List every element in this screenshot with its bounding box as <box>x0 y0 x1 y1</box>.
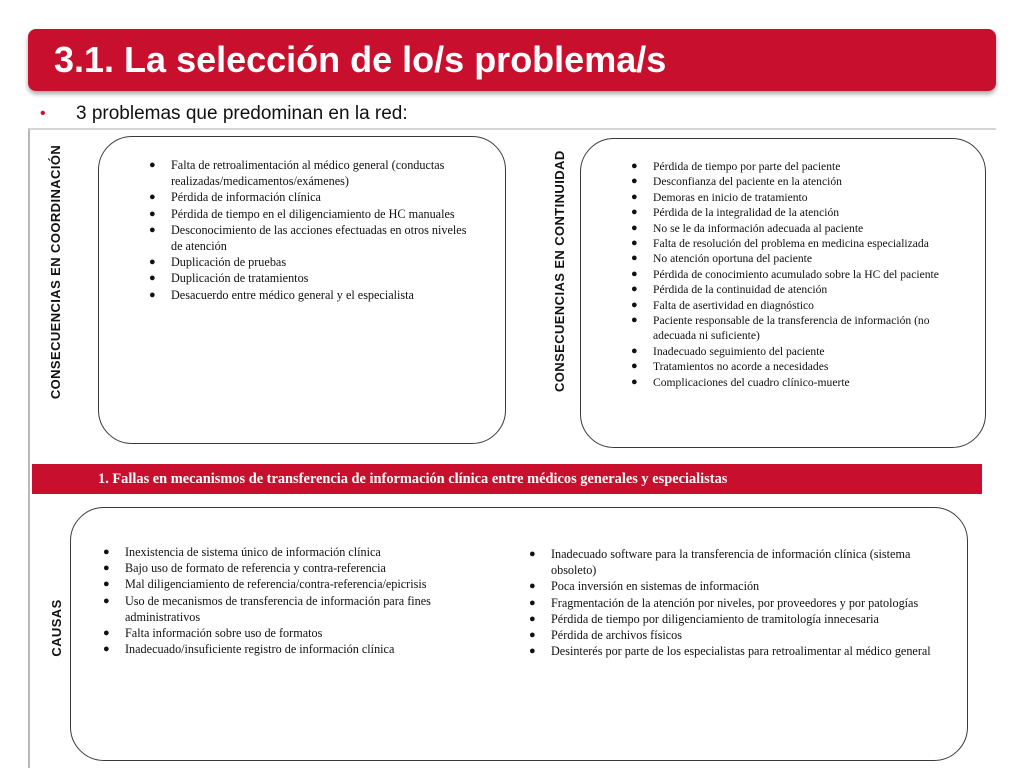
list-item-text: Paciente responsable de la transferencia de información (no adecuada ni suficiente) <box>653 314 930 343</box>
list-item-causa <box>99 576 499 592</box>
label-continuidad: CONSECUENCIAS EN CONTINUIDAD <box>552 150 567 392</box>
list-item-text: Desconocimiento de las acciones efectuadas en otros niveles de atención <box>171 222 467 254</box>
list-item-continuidad <box>627 205 967 220</box>
list-item-continuidad <box>627 344 967 359</box>
list-item-text: Falta de asertividad en diagnóstico <box>653 298 814 312</box>
list-item-text: Demoras en inicio de tratamiento <box>653 190 808 204</box>
list-item-coordinacion <box>145 270 475 286</box>
problem-statement: 1. Fallas en mecanismos de transferencia de información clínica entre médicos generales y especialistas <box>98 471 728 487</box>
bullet-icon: ● <box>529 612 536 625</box>
problem-tree-figure <box>28 128 996 768</box>
list-item-coordinacion <box>145 189 475 205</box>
bullet-icon: ● <box>631 314 638 327</box>
bullet-icon: ● <box>149 191 156 204</box>
problem-band <box>32 464 982 494</box>
list-item-causa <box>525 595 945 611</box>
list-item-text: Falta de retroalimentación al médico general (conductas realizadas/medicamentos/exámenes) <box>171 158 445 189</box>
list-item-text: Uso de mecanismos de transferencia de información para fines administrativos <box>125 593 431 624</box>
list-item-causa <box>525 546 945 578</box>
list-item-continuidad <box>627 159 967 174</box>
list-causas-right <box>525 546 945 659</box>
bullet-icon: ● <box>529 645 536 658</box>
bullet-icon: ● <box>103 578 110 591</box>
list-causas-left <box>99 544 499 657</box>
list-item-continuidad <box>627 236 967 251</box>
bullet-icon: ● <box>103 643 110 656</box>
list-item-text: Duplicación de pruebas <box>171 255 287 270</box>
list-item-continuidad <box>627 174 967 189</box>
list-item-text: Pérdida de tiempo por parte del paciente <box>653 160 841 173</box>
bullet-icon: ● <box>631 237 638 250</box>
list-item-coordinacion <box>145 254 475 270</box>
bullet-icon: ● <box>149 288 156 301</box>
list-item-causa <box>525 611 945 627</box>
list-item-text: Duplicación de tratamientos <box>171 271 309 286</box>
bullet-icon: ● <box>631 160 638 172</box>
bullet-icon: ● <box>149 207 156 220</box>
list-item-text: Fragmentación de la atención por niveles, por proveedores y por patologías <box>551 595 919 610</box>
bullet-icon: ● <box>529 629 536 642</box>
subtitle-bullet: • <box>40 105 46 122</box>
list-continuidad <box>627 159 967 390</box>
list-item-causa <box>99 560 499 576</box>
bullet-icon: ● <box>631 375 638 388</box>
list-item-text: Pérdida de tiempo en el diligenciamiento de HC manuales <box>171 206 455 221</box>
list-item-text: Inexistencia de sistema único de información clínica <box>125 545 381 559</box>
list-item-text: Poca inversión en sistemas de información <box>551 579 760 594</box>
list-item-text: No atención oportuna del paciente <box>653 252 813 266</box>
bullet-icon: ● <box>631 344 638 357</box>
list-item-text: No se le da información adecuada al paciente <box>653 221 864 235</box>
bullet-icon: ● <box>631 206 638 219</box>
list-item-continuidad <box>627 298 967 313</box>
label-coordinacion: CONSECUENCIAS EN COORDINACIÓN <box>48 144 63 400</box>
list-item-text: Bajo uso de formato de referencia y contra-referencia <box>125 561 386 576</box>
list-item-text: Pérdida de información clínica <box>171 190 321 205</box>
bullet-icon: ● <box>103 594 110 607</box>
box-coordinacion <box>98 136 506 444</box>
list-item-continuidad <box>627 282 967 297</box>
list-item-text: Tratamientos no acorde a necesidades <box>653 360 829 374</box>
bullet-icon: ● <box>631 360 638 373</box>
list-item-text: Inadecuado software para la transferencia de información clínica (sistema obsoleto) <box>551 547 911 578</box>
bullet-icon: ● <box>631 221 638 234</box>
list-item-text: Pérdida de tiempo por diligenciamiento de tramitología innecesaria <box>551 611 879 626</box>
bullet-icon: ● <box>529 548 536 560</box>
slide-title: 3.1. La selección de lo/s problema/s <box>54 39 667 80</box>
list-item-text: Falta información sobre uso de formatos <box>125 626 323 641</box>
bullet-icon: ● <box>149 159 156 171</box>
list-item-coordinacion <box>145 206 475 222</box>
list-item-text: Mal diligenciamiento de referencia/contra-referencia/epicrisis <box>125 577 427 592</box>
list-item-causa <box>525 643 945 659</box>
list-item-text: Inadecuado/insuficiente registro de información clínica <box>125 642 395 657</box>
list-coordinacion <box>145 157 475 303</box>
list-item-causa <box>99 544 499 560</box>
list-item-continuidad <box>627 267 967 282</box>
list-item-continuidad <box>627 375 967 390</box>
list-item-continuidad <box>627 359 967 374</box>
list-item-text: Desinterés por parte de los especialistas para retroalimentar al médico general <box>551 644 931 659</box>
list-item-text: Falta de resolución del problema en medicina especializada <box>653 237 929 251</box>
label-causas: CAUSAS <box>49 599 64 657</box>
list-item-coordinacion <box>145 157 475 189</box>
bullet-icon: ● <box>631 283 638 296</box>
box-causas <box>70 507 968 761</box>
list-item-continuidad <box>627 221 967 236</box>
list-item-continuidad <box>627 190 967 205</box>
bullet-icon: ● <box>631 175 638 188</box>
list-item-text: Pérdida de archivos físicos <box>551 628 682 643</box>
list-item-continuidad <box>627 251 967 266</box>
bullet-icon: ● <box>103 546 110 558</box>
list-item-text: Complicaciones del cuadro clínico-muerte <box>653 375 850 389</box>
slide-subtitle: 3 problemas que predominan en la red: <box>76 103 408 124</box>
list-item-causa <box>99 625 499 641</box>
list-item-coordinacion <box>145 222 475 254</box>
bullet-icon: ● <box>103 627 110 640</box>
bullet-icon: ● <box>103 562 110 575</box>
bullet-icon: ● <box>631 252 638 265</box>
list-item-text: Pérdida de la integralidad de la atención <box>653 206 840 220</box>
bullet-icon: ● <box>149 256 156 269</box>
bullet-icon: ● <box>631 267 638 280</box>
list-item-continuidad <box>627 313 967 344</box>
list-item-text: Inadecuado seguimiento del paciente <box>653 344 825 358</box>
box-continuidad <box>580 138 986 448</box>
list-item-causa <box>525 627 945 643</box>
bullet-icon: ● <box>529 596 536 609</box>
bullet-icon: ● <box>149 272 156 285</box>
list-item-text: Desacuerdo entre médico general y el especialista <box>171 287 414 302</box>
list-item-causa <box>99 593 499 625</box>
list-item-text: Pérdida de la continuidad de atención <box>653 283 828 297</box>
list-item-coordinacion <box>145 287 475 303</box>
title-bar <box>28 29 996 91</box>
list-item-text: Pérdida de conocimiento acumulado sobre la HC del paciente <box>653 267 939 281</box>
bullet-icon: ● <box>149 223 156 236</box>
bullet-icon: ● <box>631 298 638 311</box>
bullet-icon: ● <box>529 580 536 593</box>
list-item-causa <box>99 641 499 657</box>
list-item-text: Desconfianza del paciente en la atención <box>653 175 842 189</box>
bullet-icon: ● <box>631 190 638 203</box>
list-item-causa <box>525 578 945 594</box>
